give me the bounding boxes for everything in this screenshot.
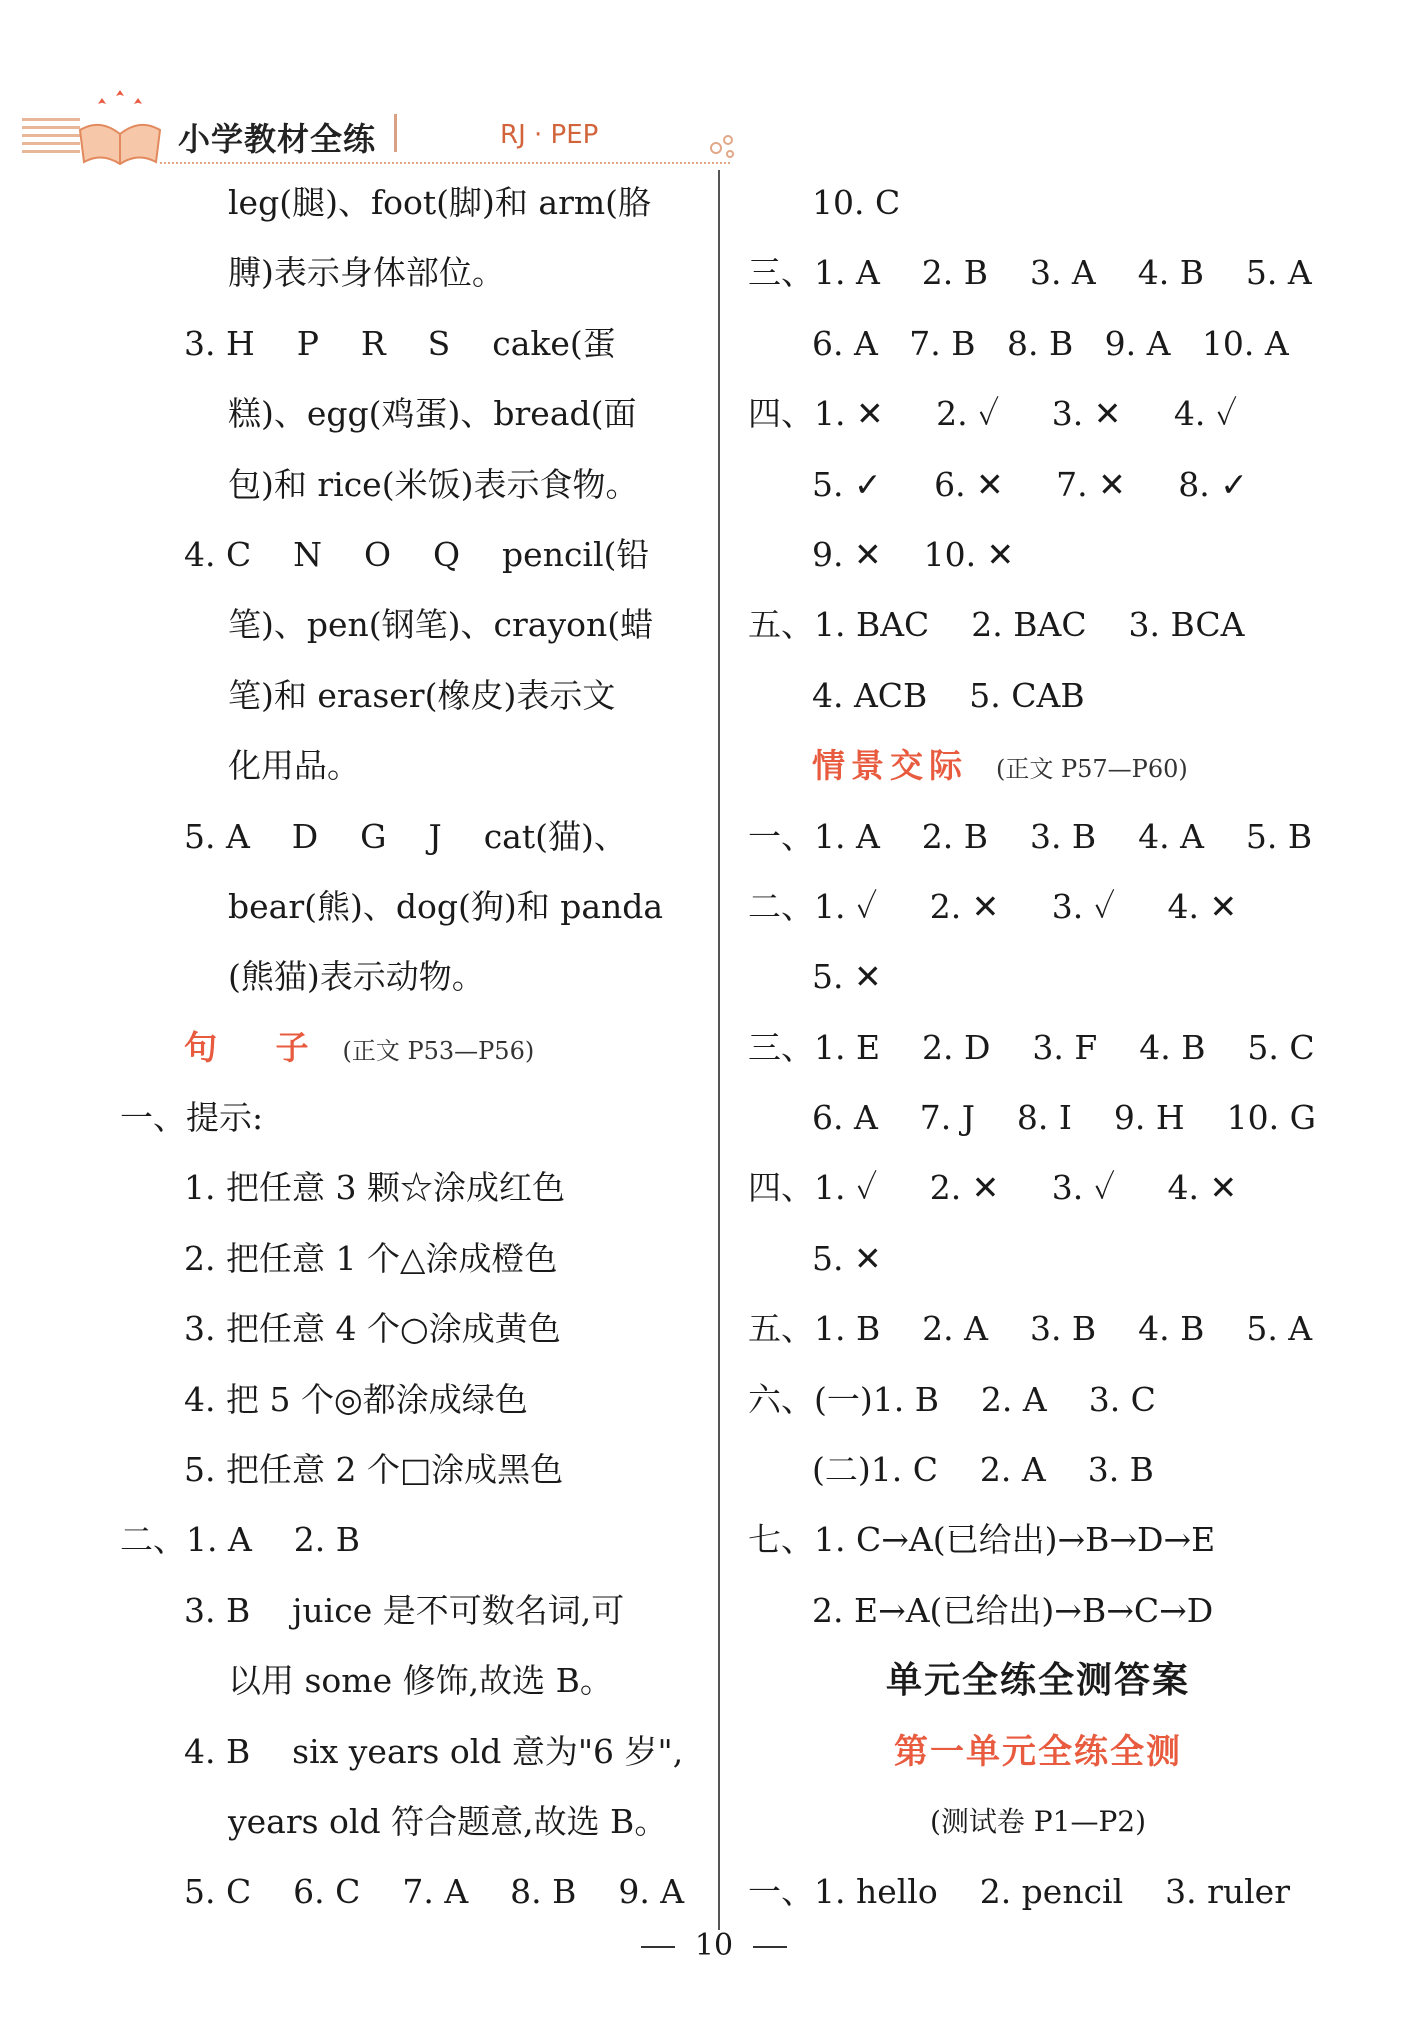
answer-line-text: 笔)和 eraser(橡皮)表示文 [228, 675, 616, 715]
answer-line [748, 731, 1328, 801]
answer-line [748, 590, 1328, 660]
answer-line-text: 4. ACB 5. CAB [812, 675, 1085, 715]
answer-line [748, 450, 1328, 520]
answer-line [748, 1505, 1328, 1575]
answer-line [120, 1224, 700, 1294]
answer-line [120, 1435, 700, 1505]
answer-line [120, 450, 700, 520]
answer-line [120, 1576, 700, 1646]
answer-line-text: 一、提示: [120, 1098, 264, 1138]
answer-line [120, 1294, 700, 1364]
answer-line [748, 1435, 1328, 1505]
answer-line [120, 1013, 700, 1083]
answer-line-text: 二、1. ✓ 2. ✕ 3. ✓ 4. ✕ [748, 886, 1238, 926]
answer-line [120, 520, 700, 590]
right-column [748, 168, 1328, 1928]
answer-line-text: 3. H P R S cake(蛋 [184, 323, 616, 363]
answer-line [748, 1646, 1328, 1716]
page-reference: (正文 P57—P60) [996, 755, 1188, 784]
answer-line-text: 笔)、pen(钢笔)、crayon(蜡 [228, 605, 654, 645]
answer-line-text: 6. A 7. B 8. B 9. A 10. A [812, 323, 1289, 363]
answer-line [120, 1505, 700, 1575]
answer-line [120, 802, 700, 872]
answer-line-text: 单元全练全测答案 [885, 1660, 1190, 1702]
answer-line-text: 2. 把任意 1 个△涂成橙色 [184, 1238, 558, 1278]
answer-line [120, 1365, 700, 1435]
answer-line [120, 238, 700, 308]
answer-line [748, 942, 1328, 1012]
answer-line-text: bear(熊)、dog(狗)和 panda [228, 886, 664, 926]
answer-line [120, 168, 700, 238]
answer-line [120, 942, 700, 1012]
answer-line [120, 1787, 700, 1857]
answer-line [748, 1365, 1328, 1435]
answer-line [748, 1153, 1328, 1223]
open-book-icon [70, 90, 170, 170]
answer-line [748, 1576, 1328, 1646]
answer-line-text: 2. E→A(已给出)→B→C→D [812, 1590, 1214, 1630]
answer-line [748, 1717, 1328, 1787]
answer-line-text: 3. B juice 是不可数名词,可 [184, 1590, 625, 1630]
answer-line-text: 4. C N O Q pencil(铅 [184, 534, 650, 574]
answer-line [748, 520, 1328, 590]
answer-line-text: (测试卷 P1—P2) [929, 1804, 1147, 1838]
answer-line-text: 糕)、egg(鸡蛋)、bread(面 [228, 394, 637, 434]
answer-line-text: 4. B six years old 意为"6 岁", [184, 1731, 684, 1771]
answer-line-text: 句 子 [184, 1027, 315, 1067]
answer-line-text: 化用品。 [228, 746, 360, 786]
answer-line-text: 5. ✓ 6. ✕ 7. ✕ 8. ✓ [812, 464, 1248, 504]
answer-line-text: 包)和 rice(米饭)表示食物。 [228, 464, 639, 504]
answer-line [748, 1083, 1328, 1153]
answer-line-text: 6. A 7. J 8. I 9. H 10. G [812, 1098, 1316, 1138]
answer-line [120, 731, 700, 801]
answer-line-text: 4. 把 5 个◎都涂成绿色 [184, 1379, 528, 1419]
answer-line [748, 238, 1328, 308]
answer-line-text: 膊)表示身体部位。 [228, 253, 505, 293]
page-reference: (正文 P53—P56) [342, 1036, 535, 1065]
answer-line-text: 5. ✕ [812, 1238, 882, 1278]
answer-line-text: (熊猫)表示动物。 [228, 957, 485, 997]
answer-line [748, 1224, 1328, 1294]
answer-line-text: 1. 把任意 3 颗☆涂成红色 [184, 1168, 565, 1208]
answer-line [120, 1083, 700, 1153]
answer-line [748, 168, 1328, 238]
answer-line-text: 10. C [812, 183, 901, 222]
answer-line-text: 六、(一)1. B 2. A 3. C [748, 1379, 1156, 1419]
answer-line-text: 一、1. A 2. B 3. B 4. A 5. B [748, 816, 1313, 856]
answer-line-text: years old 符合题意,故选 B。 [228, 1801, 668, 1841]
answer-line [748, 661, 1328, 731]
answer-line [120, 1646, 700, 1716]
decorative-dots-icon [708, 130, 738, 160]
answer-line-text: (二)1. C 2. A 3. B [812, 1450, 1154, 1490]
answer-line [120, 1153, 700, 1223]
answer-line-text: 三、1. E 2. D 3. F 4. B 5. C [748, 1027, 1315, 1067]
answer-line [120, 661, 700, 731]
answer-line-text: 5. 把任意 2 个□涂成黑色 [184, 1450, 564, 1490]
series-title: 小学教材全练 [178, 120, 377, 158]
answer-line [748, 1294, 1328, 1364]
answer-line-text: 五、1. B 2. A 3. B 4. B 5. A [748, 1309, 1313, 1349]
answer-line [748, 1013, 1328, 1083]
answer-line-text: 二、1. A 2. B [120, 1520, 360, 1560]
answer-line-text: 9. ✕ 10. ✕ [812, 534, 1015, 574]
answer-line-text: 情景交际 [812, 746, 968, 786]
left-column [120, 168, 700, 1928]
answer-line [120, 309, 700, 379]
answer-line [120, 1857, 700, 1927]
answer-line [748, 1787, 1328, 1857]
page-number [0, 1928, 1428, 1963]
page-number-text: 10 [694, 1928, 734, 1963]
header-rule [160, 162, 730, 164]
header-separator [394, 114, 397, 152]
answer-line-text: 四、1. ✕ 2. ✓ 3. ✕ 4. ✓ [748, 394, 1238, 434]
answer-line-text: 第一单元全练全测 [894, 1731, 1182, 1772]
answer-line-text: 四、1. ✓ 2. ✕ 3. ✓ 4. ✕ [748, 1168, 1238, 1208]
answer-line-text: 一、1. hello 2. pencil 3. ruler [748, 1872, 1290, 1912]
answer-line-text: 五、1. BAC 2. BAC 3. BCA [748, 605, 1245, 645]
answer-line-text: 3. 把任意 4 个○涂成黄色 [184, 1309, 561, 1349]
answer-line-text: 5. ✕ [812, 957, 882, 997]
answer-line-text: 三、1. A 2. B 3. A 4. B 5. A [748, 253, 1312, 293]
answer-line-text: 七、1. C→A(已给出)→B→D→E [748, 1520, 1216, 1560]
answer-line [748, 379, 1328, 449]
answer-line [748, 802, 1328, 872]
answer-line [120, 590, 700, 660]
answer-line-text: 以用 some 修饰,故选 B。 [228, 1661, 613, 1701]
answer-line [748, 872, 1328, 942]
edition-label: RJ · PEP [500, 120, 599, 150]
page-header [0, 80, 760, 180]
answer-line [748, 309, 1328, 379]
column-divider [718, 170, 720, 1930]
answer-line [748, 1857, 1328, 1927]
answer-line-text: 5. C 6. C 7. A 8. B 9. A [184, 1872, 685, 1912]
answer-line [120, 379, 700, 449]
answer-line-text: 5. A D G J cat(猫)、 [184, 816, 627, 856]
answer-line-text: leg(腿)、foot(脚)和 arm(胳 [228, 183, 652, 222]
answer-line [120, 1717, 700, 1787]
answer-line [120, 872, 700, 942]
